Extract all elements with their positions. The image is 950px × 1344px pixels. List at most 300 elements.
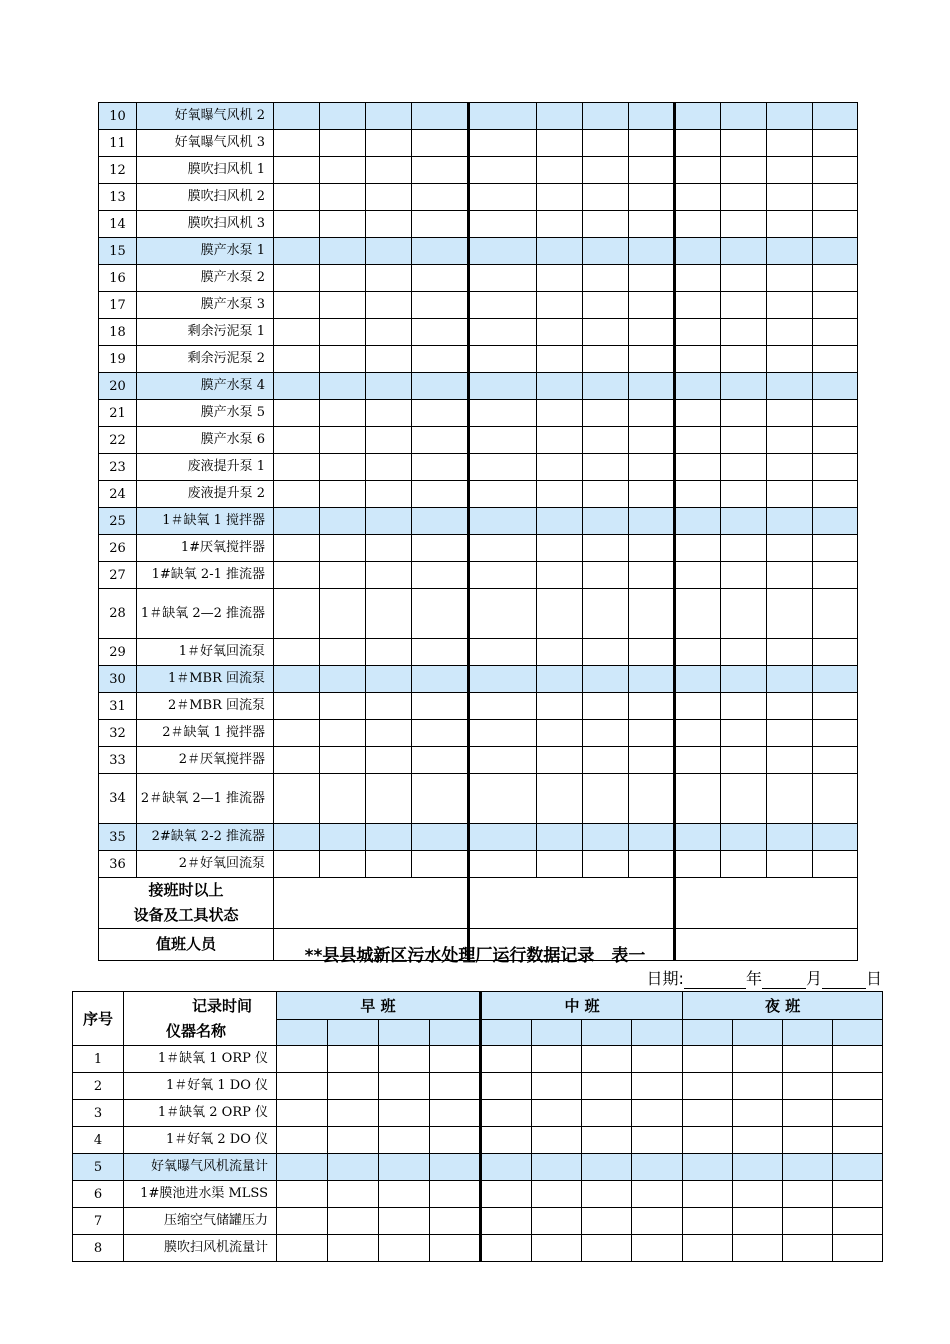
data-cell[interactable] (767, 130, 813, 157)
data-cell[interactable] (833, 1100, 883, 1127)
data-cell[interactable] (833, 1154, 883, 1181)
data-cell[interactable] (366, 481, 412, 508)
data-cell[interactable] (767, 427, 813, 454)
data-cell[interactable] (583, 639, 629, 666)
data-cell[interactable] (629, 265, 675, 292)
data-cell[interactable] (767, 373, 813, 400)
data-cell[interactable] (813, 774, 858, 824)
data-cell[interactable] (481, 1073, 532, 1100)
night-status-cell[interactable] (675, 878, 858, 929)
data-cell[interactable] (683, 1208, 733, 1235)
data-cell[interactable] (274, 481, 320, 508)
data-cell[interactable] (813, 103, 858, 130)
data-cell[interactable] (767, 693, 813, 720)
data-cell[interactable] (675, 639, 721, 666)
data-cell[interactable] (583, 292, 629, 319)
data-cell[interactable] (813, 824, 858, 851)
data-cell[interactable] (274, 454, 320, 481)
data-cell[interactable] (767, 774, 813, 824)
data-cell[interactable] (320, 265, 366, 292)
data-cell[interactable] (537, 103, 583, 130)
time-slot-cell[interactable] (582, 1020, 632, 1046)
data-cell[interactable] (320, 666, 366, 693)
data-cell[interactable] (583, 774, 629, 824)
data-cell[interactable] (767, 481, 813, 508)
data-cell[interactable] (629, 481, 675, 508)
data-cell[interactable] (537, 666, 583, 693)
data-cell[interactable] (366, 824, 412, 851)
data-cell[interactable] (813, 747, 858, 774)
data-cell[interactable] (583, 346, 629, 373)
data-cell[interactable] (532, 1208, 582, 1235)
data-cell[interactable] (320, 535, 366, 562)
data-cell[interactable] (675, 562, 721, 589)
data-cell[interactable] (783, 1181, 833, 1208)
data-cell[interactable] (583, 211, 629, 238)
data-cell[interactable] (430, 1235, 481, 1262)
data-cell[interactable] (537, 747, 583, 774)
data-cell[interactable] (813, 319, 858, 346)
data-cell[interactable] (537, 720, 583, 747)
data-cell[interactable] (366, 346, 412, 373)
data-cell[interactable] (583, 693, 629, 720)
data-cell[interactable] (274, 720, 320, 747)
data-cell[interactable] (629, 130, 675, 157)
data-cell[interactable] (582, 1154, 632, 1181)
data-cell[interactable] (366, 427, 412, 454)
data-cell[interactable] (537, 774, 583, 824)
data-cell[interactable] (537, 481, 583, 508)
data-cell[interactable] (412, 238, 469, 265)
data-cell[interactable] (767, 720, 813, 747)
data-cell[interactable] (379, 1235, 430, 1262)
data-cell[interactable] (366, 265, 412, 292)
data-cell[interactable] (537, 157, 583, 184)
data-cell[interactable] (328, 1073, 379, 1100)
data-cell[interactable] (583, 720, 629, 747)
data-cell[interactable] (469, 454, 537, 481)
data-cell[interactable] (412, 130, 469, 157)
data-cell[interactable] (721, 373, 767, 400)
data-cell[interactable] (813, 157, 858, 184)
data-cell[interactable] (469, 157, 537, 184)
data-cell[interactable] (733, 1073, 783, 1100)
data-cell[interactable] (767, 824, 813, 851)
data-cell[interactable] (274, 319, 320, 346)
data-cell[interactable] (412, 319, 469, 346)
data-cell[interactable] (721, 211, 767, 238)
data-cell[interactable] (767, 508, 813, 535)
data-cell[interactable] (320, 319, 366, 346)
data-cell[interactable] (469, 130, 537, 157)
data-cell[interactable] (721, 238, 767, 265)
data-cell[interactable] (582, 1046, 632, 1073)
data-cell[interactable] (379, 1208, 430, 1235)
data-cell[interactable] (366, 238, 412, 265)
data-cell[interactable] (481, 1100, 532, 1127)
data-cell[interactable] (412, 346, 469, 373)
data-cell[interactable] (469, 103, 537, 130)
data-cell[interactable] (833, 1181, 883, 1208)
data-cell[interactable] (320, 562, 366, 589)
data-cell[interactable] (469, 400, 537, 427)
data-cell[interactable] (721, 562, 767, 589)
data-cell[interactable] (721, 130, 767, 157)
data-cell[interactable] (583, 400, 629, 427)
data-cell[interactable] (675, 319, 721, 346)
data-cell[interactable] (813, 184, 858, 211)
data-cell[interactable] (675, 851, 721, 878)
data-cell[interactable] (320, 747, 366, 774)
data-cell[interactable] (481, 1235, 532, 1262)
data-cell[interactable] (469, 481, 537, 508)
data-cell[interactable] (537, 238, 583, 265)
data-cell[interactable] (366, 589, 412, 639)
data-cell[interactable] (412, 373, 469, 400)
data-cell[interactable] (675, 774, 721, 824)
data-cell[interactable] (412, 747, 469, 774)
data-cell[interactable] (412, 851, 469, 878)
data-cell[interactable] (469, 346, 537, 373)
data-cell[interactable] (274, 103, 320, 130)
data-cell[interactable] (767, 238, 813, 265)
data-cell[interactable] (412, 693, 469, 720)
data-cell[interactable] (767, 103, 813, 130)
data-cell[interactable] (274, 265, 320, 292)
data-cell[interactable] (675, 265, 721, 292)
data-cell[interactable] (629, 373, 675, 400)
data-cell[interactable] (783, 1235, 833, 1262)
data-cell[interactable] (274, 824, 320, 851)
data-cell[interactable] (366, 562, 412, 589)
data-cell[interactable] (675, 373, 721, 400)
data-cell[interactable] (721, 103, 767, 130)
data-cell[interactable] (813, 562, 858, 589)
data-cell[interactable] (767, 400, 813, 427)
data-cell[interactable] (721, 720, 767, 747)
data-cell[interactable] (274, 400, 320, 427)
data-cell[interactable] (274, 535, 320, 562)
data-cell[interactable] (783, 1127, 833, 1154)
data-cell[interactable] (767, 346, 813, 373)
data-cell[interactable] (481, 1046, 532, 1073)
data-cell[interactable] (629, 292, 675, 319)
data-cell[interactable] (320, 774, 366, 824)
data-cell[interactable] (481, 1181, 532, 1208)
data-cell[interactable] (675, 589, 721, 639)
data-cell[interactable] (733, 1154, 783, 1181)
data-cell[interactable] (767, 666, 813, 693)
data-cell[interactable] (379, 1100, 430, 1127)
data-cell[interactable] (274, 774, 320, 824)
data-cell[interactable] (683, 1154, 733, 1181)
data-cell[interactable] (537, 319, 583, 346)
data-cell[interactable] (632, 1127, 683, 1154)
data-cell[interactable] (675, 103, 721, 130)
data-cell[interactable] (813, 400, 858, 427)
data-cell[interactable] (412, 774, 469, 824)
data-cell[interactable] (537, 211, 583, 238)
data-cell[interactable] (632, 1046, 683, 1073)
data-cell[interactable] (813, 238, 858, 265)
data-cell[interactable] (721, 346, 767, 373)
data-cell[interactable] (366, 103, 412, 130)
data-cell[interactable] (328, 1181, 379, 1208)
data-cell[interactable] (537, 184, 583, 211)
data-cell[interactable] (721, 319, 767, 346)
day-field[interactable] (822, 972, 866, 989)
data-cell[interactable] (767, 747, 813, 774)
data-cell[interactable] (813, 427, 858, 454)
data-cell[interactable] (532, 1100, 582, 1127)
data-cell[interactable] (320, 292, 366, 319)
data-cell[interactable] (583, 427, 629, 454)
time-slot-cell[interactable] (683, 1020, 733, 1046)
morning-status-cell[interactable] (274, 878, 469, 929)
data-cell[interactable] (537, 508, 583, 535)
data-cell[interactable] (481, 1154, 532, 1181)
data-cell[interactable] (274, 130, 320, 157)
data-cell[interactable] (481, 1127, 532, 1154)
data-cell[interactable] (537, 589, 583, 639)
data-cell[interactable] (469, 292, 537, 319)
data-cell[interactable] (833, 1073, 883, 1100)
data-cell[interactable] (412, 454, 469, 481)
data-cell[interactable] (683, 1073, 733, 1100)
data-cell[interactable] (675, 720, 721, 747)
time-slot-cell[interactable] (632, 1020, 683, 1046)
data-cell[interactable] (320, 346, 366, 373)
data-cell[interactable] (675, 427, 721, 454)
data-cell[interactable] (629, 238, 675, 265)
time-slot-cell[interactable] (733, 1020, 783, 1046)
data-cell[interactable] (632, 1235, 683, 1262)
data-cell[interactable] (366, 666, 412, 693)
data-cell[interactable] (767, 535, 813, 562)
data-cell[interactable] (675, 508, 721, 535)
data-cell[interactable] (328, 1127, 379, 1154)
data-cell[interactable] (469, 508, 537, 535)
time-slot-cell[interactable] (430, 1020, 481, 1046)
data-cell[interactable] (675, 747, 721, 774)
data-cell[interactable] (412, 211, 469, 238)
data-cell[interactable] (430, 1100, 481, 1127)
data-cell[interactable] (320, 639, 366, 666)
data-cell[interactable] (721, 454, 767, 481)
data-cell[interactable] (721, 666, 767, 693)
data-cell[interactable] (430, 1127, 481, 1154)
data-cell[interactable] (813, 666, 858, 693)
data-cell[interactable] (683, 1100, 733, 1127)
data-cell[interactable] (412, 720, 469, 747)
data-cell[interactable] (379, 1181, 430, 1208)
data-cell[interactable] (537, 400, 583, 427)
time-slot-cell[interactable] (481, 1020, 532, 1046)
data-cell[interactable] (469, 589, 537, 639)
data-cell[interactable] (320, 824, 366, 851)
data-cell[interactable] (582, 1073, 632, 1100)
data-cell[interactable] (412, 184, 469, 211)
data-cell[interactable] (632, 1208, 683, 1235)
data-cell[interactable] (721, 851, 767, 878)
data-cell[interactable] (366, 774, 412, 824)
data-cell[interactable] (469, 265, 537, 292)
data-cell[interactable] (366, 639, 412, 666)
data-cell[interactable] (833, 1208, 883, 1235)
data-cell[interactable] (412, 265, 469, 292)
data-cell[interactable] (430, 1046, 481, 1073)
data-cell[interactable] (721, 639, 767, 666)
data-cell[interactable] (537, 824, 583, 851)
data-cell[interactable] (583, 373, 629, 400)
data-cell[interactable] (328, 1235, 379, 1262)
data-cell[interactable] (629, 454, 675, 481)
data-cell[interactable] (277, 1100, 328, 1127)
data-cell[interactable] (629, 400, 675, 427)
data-cell[interactable] (469, 373, 537, 400)
data-cell[interactable] (583, 666, 629, 693)
data-cell[interactable] (583, 562, 629, 589)
data-cell[interactable] (469, 427, 537, 454)
data-cell[interactable] (583, 454, 629, 481)
data-cell[interactable] (537, 639, 583, 666)
data-cell[interactable] (767, 319, 813, 346)
data-cell[interactable] (783, 1100, 833, 1127)
data-cell[interactable] (277, 1181, 328, 1208)
data-cell[interactable] (532, 1154, 582, 1181)
data-cell[interactable] (721, 535, 767, 562)
data-cell[interactable] (412, 589, 469, 639)
data-cell[interactable] (366, 319, 412, 346)
data-cell[interactable] (721, 427, 767, 454)
data-cell[interactable] (366, 292, 412, 319)
data-cell[interactable] (274, 851, 320, 878)
data-cell[interactable] (469, 693, 537, 720)
data-cell[interactable] (683, 1235, 733, 1262)
data-cell[interactable] (469, 211, 537, 238)
data-cell[interactable] (675, 130, 721, 157)
data-cell[interactable] (274, 747, 320, 774)
data-cell[interactable] (274, 157, 320, 184)
data-cell[interactable] (813, 851, 858, 878)
time-slot-cell[interactable] (277, 1020, 328, 1046)
data-cell[interactable] (481, 1208, 532, 1235)
data-cell[interactable] (783, 1154, 833, 1181)
data-cell[interactable] (582, 1127, 632, 1154)
data-cell[interactable] (366, 693, 412, 720)
data-cell[interactable] (274, 373, 320, 400)
data-cell[interactable] (379, 1127, 430, 1154)
data-cell[interactable] (629, 103, 675, 130)
data-cell[interactable] (767, 292, 813, 319)
data-cell[interactable] (366, 211, 412, 238)
data-cell[interactable] (274, 589, 320, 639)
data-cell[interactable] (767, 639, 813, 666)
data-cell[interactable] (320, 481, 366, 508)
data-cell[interactable] (277, 1073, 328, 1100)
data-cell[interactable] (629, 747, 675, 774)
data-cell[interactable] (783, 1073, 833, 1100)
data-cell[interactable] (412, 481, 469, 508)
data-cell[interactable] (813, 454, 858, 481)
data-cell[interactable] (813, 346, 858, 373)
data-cell[interactable] (629, 589, 675, 639)
data-cell[interactable] (537, 265, 583, 292)
data-cell[interactable] (274, 292, 320, 319)
data-cell[interactable] (274, 427, 320, 454)
data-cell[interactable] (675, 211, 721, 238)
data-cell[interactable] (366, 373, 412, 400)
data-cell[interactable] (274, 562, 320, 589)
data-cell[interactable] (366, 747, 412, 774)
data-cell[interactable] (629, 319, 675, 346)
data-cell[interactable] (629, 824, 675, 851)
data-cell[interactable] (274, 346, 320, 373)
data-cell[interactable] (412, 508, 469, 535)
data-cell[interactable] (537, 562, 583, 589)
data-cell[interactable] (583, 184, 629, 211)
data-cell[interactable] (767, 562, 813, 589)
data-cell[interactable] (469, 747, 537, 774)
time-slot-cell[interactable] (783, 1020, 833, 1046)
data-cell[interactable] (783, 1046, 833, 1073)
data-cell[interactable] (537, 851, 583, 878)
data-cell[interactable] (582, 1208, 632, 1235)
data-cell[interactable] (320, 157, 366, 184)
data-cell[interactable] (683, 1127, 733, 1154)
data-cell[interactable] (583, 824, 629, 851)
data-cell[interactable] (320, 851, 366, 878)
data-cell[interactable] (767, 589, 813, 639)
data-cell[interactable] (320, 103, 366, 130)
data-cell[interactable] (469, 535, 537, 562)
data-cell[interactable] (767, 184, 813, 211)
data-cell[interactable] (469, 774, 537, 824)
data-cell[interactable] (583, 157, 629, 184)
data-cell[interactable] (320, 427, 366, 454)
data-cell[interactable] (320, 400, 366, 427)
time-slot-cell[interactable] (379, 1020, 430, 1046)
data-cell[interactable] (583, 508, 629, 535)
data-cell[interactable] (469, 562, 537, 589)
data-cell[interactable] (583, 747, 629, 774)
data-cell[interactable] (833, 1046, 883, 1073)
middle-status-cell[interactable] (469, 878, 675, 929)
data-cell[interactable] (583, 265, 629, 292)
data-cell[interactable] (629, 693, 675, 720)
data-cell[interactable] (412, 157, 469, 184)
data-cell[interactable] (469, 238, 537, 265)
data-cell[interactable] (469, 720, 537, 747)
data-cell[interactable] (328, 1100, 379, 1127)
data-cell[interactable] (379, 1073, 430, 1100)
data-cell[interactable] (274, 508, 320, 535)
data-cell[interactable] (632, 1181, 683, 1208)
data-cell[interactable] (813, 373, 858, 400)
data-cell[interactable] (721, 693, 767, 720)
data-cell[interactable] (767, 265, 813, 292)
data-cell[interactable] (412, 400, 469, 427)
data-cell[interactable] (366, 184, 412, 211)
data-cell[interactable] (675, 292, 721, 319)
data-cell[interactable] (320, 238, 366, 265)
month-field[interactable] (762, 972, 806, 989)
data-cell[interactable] (721, 508, 767, 535)
data-cell[interactable] (629, 157, 675, 184)
data-cell[interactable] (537, 130, 583, 157)
data-cell[interactable] (366, 454, 412, 481)
data-cell[interactable] (767, 851, 813, 878)
